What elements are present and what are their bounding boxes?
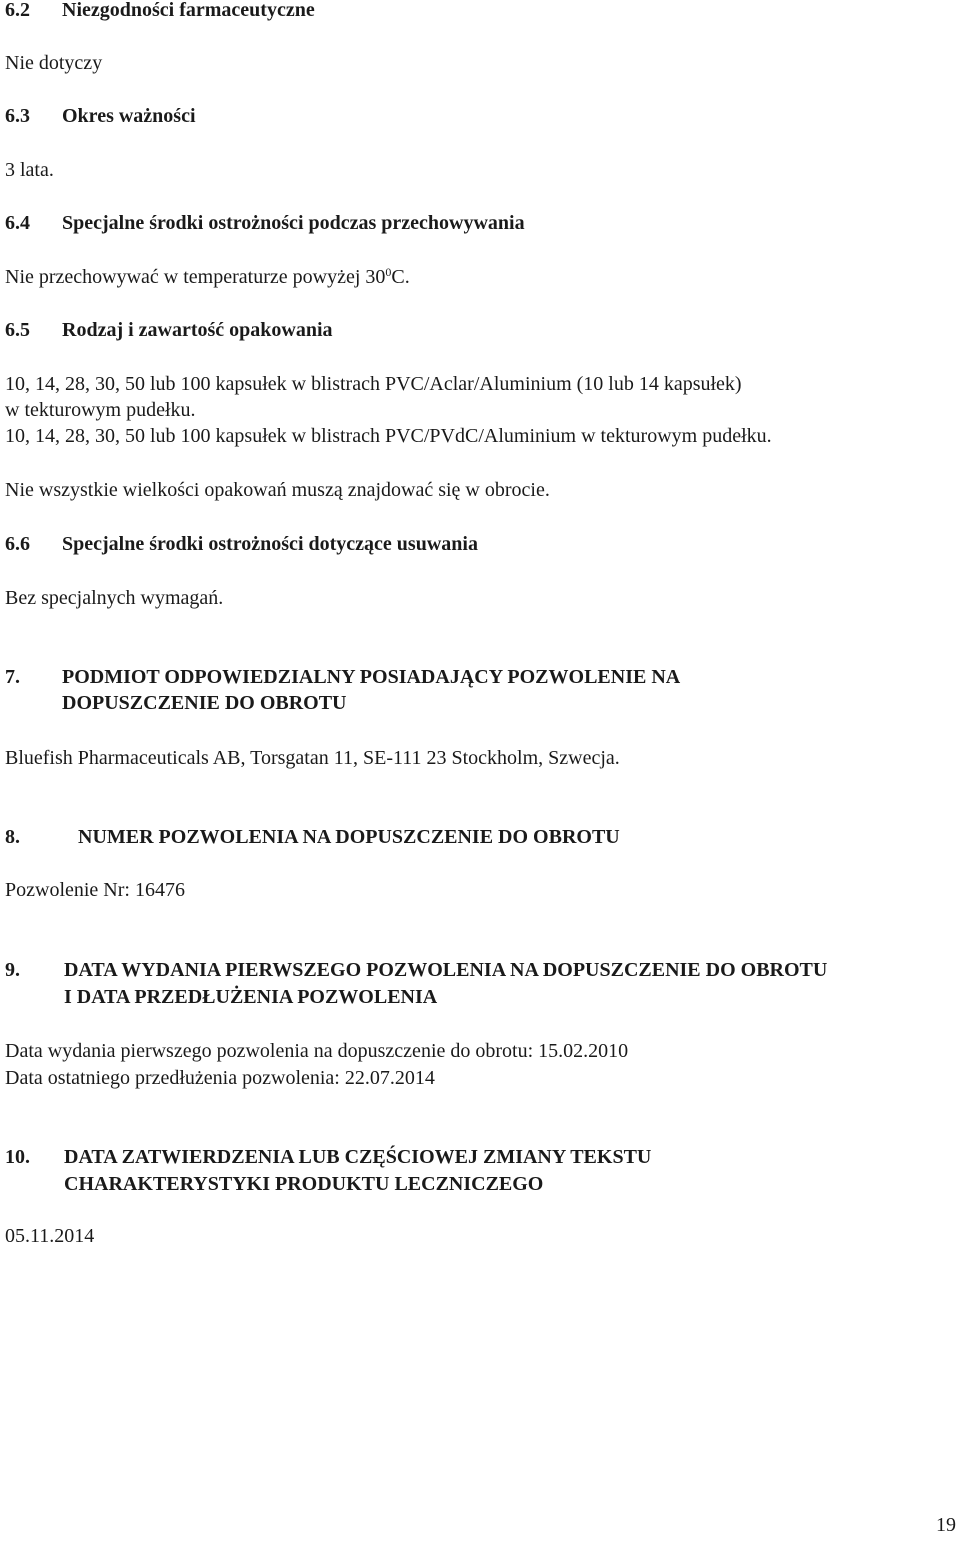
packaging-note: Nie wszystkie wielkości opakowań muszą znajdować się w obrocie. (5, 479, 550, 501)
section-8-number: 8. (5, 826, 20, 848)
section-6-6-body: Bez specjalnych wymagań. (5, 587, 224, 609)
section-6-2-heading (5, 0, 30, 23)
section-6-6-number: 6.6 (5, 533, 30, 555)
section-6-4-number: 6.4 (5, 212, 30, 234)
section-6-5-number: 6.5 (5, 319, 30, 341)
section-6-4-title: Specjalne środki ostrożności podczas przechowywania (62, 212, 525, 234)
section-9-title-line-2: I DATA PRZEDŁUŻENIA POZWOLENIA (64, 986, 438, 1008)
packaging-line-2: w tekturowym pudełku. (5, 399, 196, 421)
section-9-number: 9. (5, 959, 20, 981)
storage-text: Nie przechowywać w temperaturze powyżej 30 (5, 266, 386, 288)
section-6-5-title: Rodzaj i zawartość opakowania (62, 319, 333, 341)
authorisation-number: Pozwolenie Nr: 16476 (5, 879, 185, 901)
storage-unit: C. (391, 266, 410, 288)
section-9-title-line-1: DATA WYDANIA PIERWSZEGO POZWOLENIA NA DOPUSZCZENIE DO OBROTU (64, 959, 828, 981)
page-number: 19 (936, 1514, 956, 1536)
renewal-date: Data ostatniego przedłużenia pozwolenia: 22.07.2014 (5, 1067, 435, 1089)
section-10-title-line-2: CHARAKTERYSTYKI PRODUKTU LECZNICZEGO (64, 1173, 544, 1195)
revision-date: 05.11.2014 (5, 1225, 95, 1247)
section-6-3-title: Okres ważności (62, 105, 196, 127)
section-6-4-body (5, 264, 410, 290)
section-6-3-number: 6.3 (5, 105, 30, 127)
section-6-6-title: Specjalne środki ostrożności dotyczące usuwania (62, 533, 478, 555)
marketing-authorisation-holder: Bluefish Pharmaceuticals AB, Torsgatan 11, SE-111 23 Stockholm, Szwecja. (5, 747, 620, 769)
section-6-2-title: Niezgodności farmaceutyczne (62, 0, 315, 21)
section-6-3-body: 3 lata. (5, 159, 54, 181)
first-authorisation-date: Data wydania pierwszego pozwolenia na dopuszczenie do obrotu: 15.02.2010 (5, 1040, 629, 1062)
section-7-title-line-2: DOPUSZCZENIE DO OBROTU (62, 692, 347, 714)
degree-superscript: 0 (385, 265, 392, 279)
section-10-number: 10. (5, 1146, 30, 1168)
section-6-2-body: Nie dotyczy (5, 52, 103, 74)
packaging-line-1: 10, 14, 28, 30, 50 lub 100 kapsułek w blistrach PVC/Aclar/Aluminium (10 lub 14 kapsułek) (5, 373, 742, 395)
section-number: 6.2 (5, 0, 30, 21)
section-7-title-line-1: PODMIOT ODPOWIEDZIALNY POSIADAJĄCY POZWOLENIE NA (62, 666, 681, 688)
section-7-number: 7. (5, 666, 20, 688)
section-8-title: NUMER POZWOLENIA NA DOPUSZCZENIE DO OBROTU (78, 826, 620, 848)
section-10-title-line-1: DATA ZATWIERDZENIA LUB CZĘŚCIOWEJ ZMIANY TEKSTU (64, 1146, 652, 1168)
packaging-line-3: 10, 14, 28, 30, 50 lub 100 kapsułek w blistrach PVC/PVdC/Aluminium w tekturowym pudełku. (5, 425, 772, 447)
